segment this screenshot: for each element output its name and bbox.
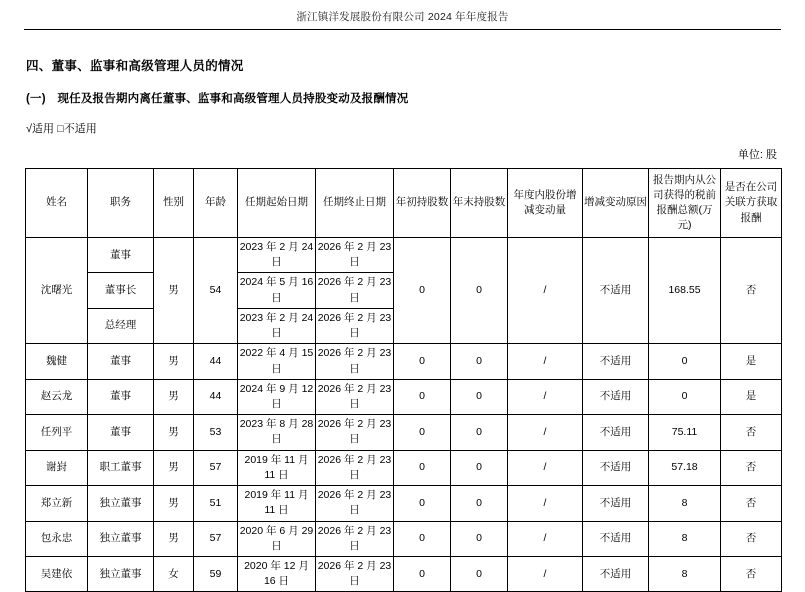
cell-name: 吴建依 xyxy=(26,556,88,591)
cell-shares-begin: 0 xyxy=(394,486,451,521)
cell-name: 任列平 xyxy=(26,415,88,450)
cell-end-date: 2026 年 2 月 23 日 xyxy=(316,486,394,521)
cell-shares-begin: 0 xyxy=(394,238,451,344)
cell-name: 郑立新 xyxy=(26,486,88,521)
table-row xyxy=(26,238,782,273)
cell-shares-begin: 0 xyxy=(394,379,451,414)
cell-start-date: 2020 年 6 月 29 日 xyxy=(238,521,316,556)
cell-change-reason: 不适用 xyxy=(583,415,649,450)
cell-shares-begin: 0 xyxy=(394,556,451,591)
table-row xyxy=(26,486,782,521)
col-shares-begin: 年初持股数 xyxy=(394,169,451,238)
section-heading: 四、董事、监事和高级管理人员的情况 xyxy=(26,59,244,73)
cell-name: 包永忠 xyxy=(26,521,88,556)
cell-shares-change: / xyxy=(508,238,583,344)
col-related-pay: 是否在公司关联方获取报酬 xyxy=(721,169,782,238)
cell-related-pay: 否 xyxy=(721,486,782,521)
cell-pay: 8 xyxy=(649,521,721,556)
cell-position: 董事 xyxy=(88,238,154,273)
cell-shares-end: 0 xyxy=(451,344,508,379)
cell-gender: 男 xyxy=(154,344,194,379)
cell-related-pay: 否 xyxy=(721,556,782,591)
cell-position: 董事 xyxy=(88,415,154,450)
cell-end-date: 2026 年 2 月 23 日 xyxy=(316,415,394,450)
cell-age: 59 xyxy=(194,556,238,591)
cell-related-pay: 否 xyxy=(721,415,782,450)
cell-age: 57 xyxy=(194,521,238,556)
col-end-date: 任期终止日期 xyxy=(316,169,394,238)
personnel-table xyxy=(25,168,782,592)
cell-pay: 168.55 xyxy=(649,238,721,344)
cell-position: 董事 xyxy=(88,379,154,414)
table-header-row xyxy=(26,169,782,238)
cell-gender: 男 xyxy=(154,238,194,344)
cell-shares-change: / xyxy=(508,379,583,414)
col-age: 年龄 xyxy=(194,169,238,238)
col-position: 职务 xyxy=(88,169,154,238)
cell-shares-begin: 0 xyxy=(394,415,451,450)
cell-related-pay: 是 xyxy=(721,344,782,379)
cell-shares-end: 0 xyxy=(451,556,508,591)
cell-shares-begin: 0 xyxy=(394,450,451,485)
table-row xyxy=(26,521,782,556)
cell-position: 董事 xyxy=(88,344,154,379)
cell-pay: 8 xyxy=(649,556,721,591)
cell-gender: 男 xyxy=(154,486,194,521)
cell-gender: 女 xyxy=(154,556,194,591)
cell-change-reason: 不适用 xyxy=(583,379,649,414)
cell-end-date: 2026 年 2 月 23 日 xyxy=(316,238,394,273)
col-change-reason: 增减变动原因 xyxy=(583,169,649,238)
cell-age: 44 xyxy=(194,379,238,414)
cell-gender: 男 xyxy=(154,450,194,485)
cell-gender: 男 xyxy=(154,415,194,450)
cell-shares-end: 0 xyxy=(451,450,508,485)
table-row xyxy=(26,450,782,485)
cell-shares-change: / xyxy=(508,521,583,556)
cell-start-date: 2023 年 8 月 28 日 xyxy=(238,415,316,450)
cell-change-reason: 不适用 xyxy=(583,486,649,521)
cell-shares-end: 0 xyxy=(451,379,508,414)
cell-start-date: 2024 年 9 月 12 日 xyxy=(238,379,316,414)
cell-position: 职工董事 xyxy=(88,450,154,485)
cell-related-pay: 否 xyxy=(721,450,782,485)
cell-shares-change: / xyxy=(508,415,583,450)
cell-end-date: 2026 年 2 月 23 日 xyxy=(316,556,394,591)
cell-position: 董事长 xyxy=(88,273,154,308)
cell-change-reason: 不适用 xyxy=(583,450,649,485)
cell-end-date: 2026 年 2 月 23 日 xyxy=(316,521,394,556)
cell-position: 独立董事 xyxy=(88,521,154,556)
cell-age: 54 xyxy=(194,238,238,344)
cell-name: 沈曙光 xyxy=(26,238,88,344)
cell-shares-end: 0 xyxy=(451,486,508,521)
unit-label: 单位: 股 xyxy=(737,149,777,161)
cell-name: 赵云龙 xyxy=(26,379,88,414)
cell-shares-end: 0 xyxy=(451,238,508,344)
cell-pay: 57.18 xyxy=(649,450,721,485)
cell-shares-begin: 0 xyxy=(394,344,451,379)
cell-shares-change: / xyxy=(508,486,583,521)
cell-shares-begin: 0 xyxy=(394,521,451,556)
cell-start-date: 2022 年 4 月 15 日 xyxy=(238,344,316,379)
cell-change-reason: 不适用 xyxy=(583,344,649,379)
table-row xyxy=(26,344,782,379)
cell-name: 魏健 xyxy=(26,344,88,379)
col-name: 姓名 xyxy=(26,169,88,238)
col-shares-change: 年度内股份增减变动量 xyxy=(508,169,583,238)
cell-shares-change: / xyxy=(508,450,583,485)
table-row xyxy=(26,379,782,414)
cell-start-date: 2023 年 2 月 24 日 xyxy=(238,238,316,273)
cell-start-date: 2023 年 2 月 24 日 xyxy=(238,308,316,343)
cell-change-reason: 不适用 xyxy=(583,238,649,344)
cell-age: 51 xyxy=(194,486,238,521)
table-body xyxy=(26,238,782,592)
header-divider xyxy=(24,29,781,30)
cell-pay: 8 xyxy=(649,486,721,521)
cell-shares-change: / xyxy=(508,344,583,379)
cell-shares-end: 0 xyxy=(451,521,508,556)
cell-related-pay: 否 xyxy=(721,521,782,556)
cell-start-date: 2019 年 11 月 11 日 xyxy=(238,486,316,521)
cell-related-pay: 是 xyxy=(721,379,782,414)
col-shares-end: 年末持股数 xyxy=(451,169,508,238)
cell-related-pay: 否 xyxy=(721,238,782,344)
col-gender: 性别 xyxy=(154,169,194,238)
cell-position: 独立董事 xyxy=(88,486,154,521)
cell-start-date: 2019 年 11 月 11 日 xyxy=(238,450,316,485)
cell-end-date: 2026 年 2 月 23 日 xyxy=(316,450,394,485)
cell-start-date: 2024 年 5 月 16 日 xyxy=(238,273,316,308)
cell-age: 53 xyxy=(194,415,238,450)
cell-change-reason: 不适用 xyxy=(583,556,649,591)
cell-position: 总经理 xyxy=(88,308,154,343)
cell-pay: 0 xyxy=(649,344,721,379)
cell-end-date: 2026 年 2 月 23 日 xyxy=(316,273,394,308)
cell-name: 谢崶 xyxy=(26,450,88,485)
applicable-line: √适用 □不适用 xyxy=(26,123,97,135)
cell-shares-end: 0 xyxy=(451,415,508,450)
col-pay: 报告期内从公司获得的税前报酬总额(万元) xyxy=(649,169,721,238)
cell-gender: 男 xyxy=(154,379,194,414)
cell-pay: 0 xyxy=(649,379,721,414)
cell-position: 独立董事 xyxy=(88,556,154,591)
cell-pay: 75.11 xyxy=(649,415,721,450)
table-row xyxy=(26,415,782,450)
cell-age: 57 xyxy=(194,450,238,485)
cell-end-date: 2026 年 2 月 23 日 xyxy=(316,379,394,414)
cell-end-date: 2026 年 2 月 23 日 xyxy=(316,308,394,343)
cell-shares-change: / xyxy=(508,556,583,591)
subsection-heading: (一) 现任及报告期内离任董事、监事和高级管理人员持股变动及报酬情况 xyxy=(26,93,409,105)
col-start-date: 任期起始日期 xyxy=(238,169,316,238)
running-header: 浙江镇洋发展股份有限公司 2024 年年度报告 xyxy=(296,11,509,23)
cell-end-date: 2026 年 2 月 23 日 xyxy=(316,344,394,379)
cell-age: 44 xyxy=(194,344,238,379)
cell-change-reason: 不适用 xyxy=(583,521,649,556)
cell-start-date: 2020 年 12 月 16 日 xyxy=(238,556,316,591)
table-row xyxy=(26,556,782,591)
cell-gender: 男 xyxy=(154,521,194,556)
